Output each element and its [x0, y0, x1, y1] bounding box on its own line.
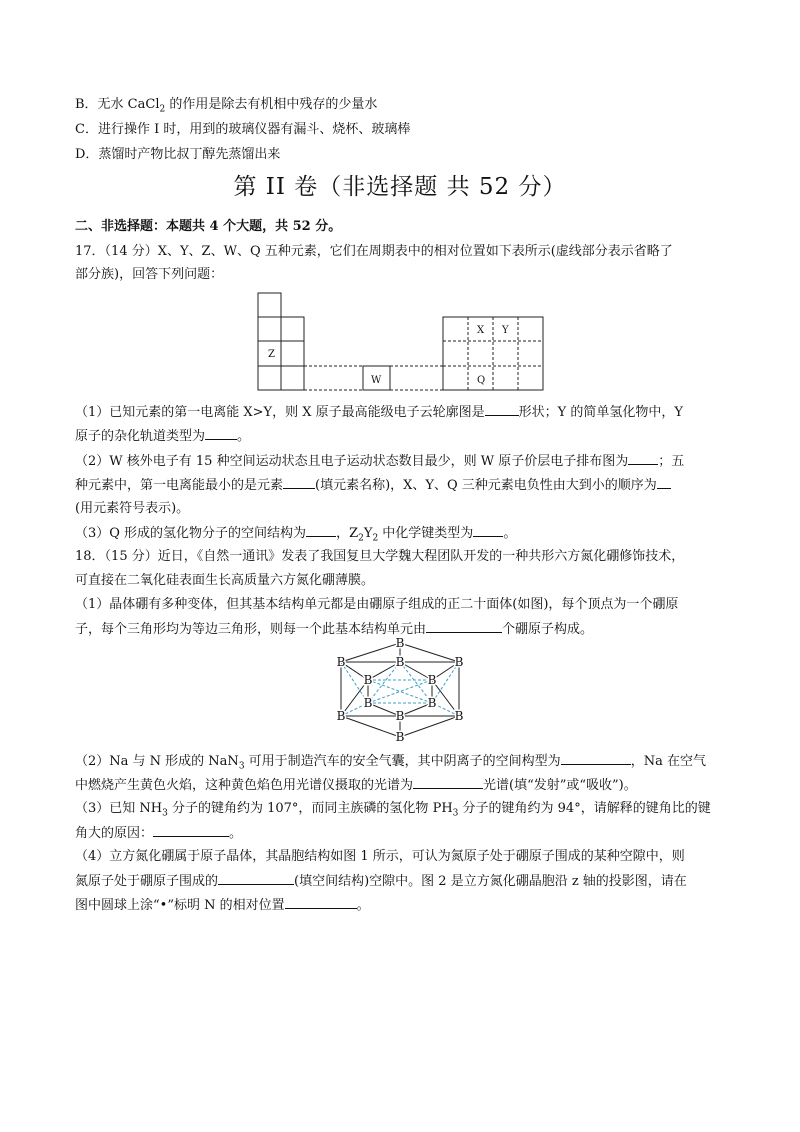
boron-atom-label: B	[454, 709, 464, 723]
q18-p2b-pre: 中燃烧产生黄色火焰，这种黄色焰色用光谱仪摄取的光谱为	[75, 778, 414, 793]
periodic-table-figure	[255, 290, 550, 395]
table-label-w: W	[371, 375, 382, 386]
answer-blank[interactable]	[485, 403, 519, 416]
option-c: C．进行操作 I 时，用到的玻璃仪器有漏斗、烧杯、玻璃棒	[75, 122, 411, 137]
q17-p3-sub2: 2	[372, 533, 379, 544]
boron-atom-label: B	[336, 709, 346, 723]
q17-p3-y: Y	[363, 526, 373, 541]
boron-atom-label: B	[363, 696, 373, 710]
boron-atom-label: B	[395, 709, 405, 723]
q17-part1-line1	[75, 403, 683, 422]
answer-blank[interactable]	[426, 620, 502, 633]
q17-p2a-post: ；五	[658, 454, 685, 469]
q17-p1b-post: 。	[237, 429, 251, 444]
table-label-q: Q	[477, 375, 486, 386]
q18-p3a-pre: （3）已知 NH	[75, 801, 163, 816]
q17-p3-sub1: 2	[358, 533, 364, 544]
answer-blank[interactable]	[283, 476, 315, 489]
option-b-sub: 2	[159, 104, 166, 115]
q18-p2b-post: 光谱(填“发射”或“吸收”)。	[483, 778, 637, 793]
option-b	[75, 96, 377, 114]
table-label-z: Z	[268, 349, 275, 360]
q17-stem-line1: 17．（14 分）X、Y、Z、W、Q 五种元素，它们在周期表中的相对位置如下表所示(虚线部分表示省略了	[75, 244, 673, 259]
q17-p3-pre: （3）Q 形成的氢化物分子的空间结构为	[75, 526, 307, 541]
q18-p3b-pre: 角大的原因：	[75, 826, 154, 841]
q17-p2b-post: (填元素名称)，X、Y、Q 三种元素电负性由大到小的顺序为	[315, 478, 657, 493]
q18-part4-line3	[75, 896, 370, 915]
answer-blank[interactable]	[205, 427, 237, 440]
q17-part1-line2	[75, 427, 250, 446]
q18-p2a-pre: （2）Na 与 N 形成的 NaN	[75, 754, 239, 769]
q17-p1b-pre: 原子的杂化轨道类型为	[75, 429, 206, 444]
q18-part4-line1: （4）立方氮化硼属于原子晶体，其晶胞结构如图 1 所示，可认为氮原子处于硼原子围成的某种空隙中，则	[75, 849, 685, 864]
part-heading: 二、非选择题：本题共 4 个大题，共 52 分。	[75, 219, 342, 234]
q17-stem-line2: 部分族)，回答下列问题：	[75, 267, 224, 282]
q17-part2-line3: (用元素符号表示)。	[75, 501, 190, 516]
q18-part1-line1: （1）晶体硼有多种变体，但其基本结构单元都是由硼原子组成的正二十面体(如图)，每个顶点为一个硼原	[75, 597, 679, 612]
option-b-post: 的作用是除去有机相中残存的少量水	[165, 97, 378, 112]
boron-atom-label: B	[395, 730, 405, 744]
q18-p1b-pre: 子，每个三角形均为等边三角形，则每一个此基本结构单元由	[75, 622, 427, 637]
bond-line	[341, 716, 400, 737]
q18-part2-line1	[75, 752, 706, 771]
answer-blank[interactable]	[306, 524, 336, 537]
q17-p1a-pre: （1）已知元素的第一电离能 X>Y，则 X 原子最高能级电子云轮廓图是	[75, 405, 485, 420]
boron-atom-label: B	[427, 696, 437, 710]
bond-line	[341, 643, 400, 662]
q18-part2-line2	[75, 776, 637, 795]
answer-blank[interactable]	[473, 524, 503, 537]
q17-p3-mid-pre: ，Z	[336, 526, 359, 541]
bond-line	[400, 643, 459, 662]
answer-blank[interactable]	[657, 476, 671, 489]
answer-blank[interactable]	[413, 776, 483, 789]
q18-p2a-mid: 可用于制造汽车的安全气囊，其中阴离子的空间构型为	[244, 754, 561, 769]
boron-atom-label: B	[454, 655, 464, 669]
q17-part3	[75, 524, 516, 543]
answer-blank[interactable]	[561, 752, 631, 765]
q17-part2-line1	[75, 452, 684, 471]
q17-p2a-pre: （2）W 核外电子有 15 种空间运动状态且电子运动状态数目最少，则 W 原子价层电子排布图为	[75, 454, 629, 469]
answer-blank[interactable]	[153, 824, 229, 837]
q18-p3a-mid1: 分子的键角约为 107°，而同主族磷的氢化物 PH	[167, 801, 453, 816]
answer-blank[interactable]	[218, 872, 294, 885]
q18-p3a-sub1: 3	[162, 808, 168, 819]
q18-p2a-post: ，Na 在空气	[630, 754, 706, 769]
section-title: 第 II 卷（非选择题 共 52 分）	[233, 174, 567, 200]
q18-p4b-pre: 氮原子处于硼原子围成的	[75, 874, 219, 889]
q18-stem-line1: 18．（15 分）近日，《自然一通讯》发表了我国复旦大学魏大程团队开发的一种共形六方氮化硼修饰技术，	[75, 549, 685, 564]
q18-part3-line2	[75, 824, 242, 843]
boron-atom-label: B	[336, 655, 346, 669]
q18-p3b-post: 。	[229, 826, 243, 841]
q18-stem-line2: 可直接在二氧化硅表面生长高质量六方氮化硼薄膜。	[75, 573, 375, 588]
q18-part3-line1	[75, 800, 711, 818]
q17-p1a-post: 形状；Y 的简单氢化物中，Y	[518, 405, 683, 420]
q18-p3a-post: 分子的键角约为 94°，请解释的键角比的键	[458, 801, 711, 816]
boron-atom-label: B	[395, 655, 405, 669]
answer-blank[interactable]	[628, 452, 658, 465]
q17-p3-mid-post: 中化学键类型为	[378, 526, 474, 541]
boron-atom-label: B	[427, 673, 437, 687]
option-d: D．蒸馏时产物比叔丁醇先蒸馏出来	[75, 147, 281, 162]
q17-part2-line2	[75, 476, 671, 495]
option-b-pre: B．无水 CaCl	[75, 97, 160, 112]
q18-p1b-post: 个硼原子构成。	[502, 622, 594, 637]
boron-icosahedron-figure	[330, 636, 470, 744]
q17-p3-post: 。	[503, 526, 517, 541]
q18-p3a-sub2: 3	[452, 808, 459, 819]
bond-line	[400, 716, 459, 737]
answer-blank[interactable]	[285, 896, 357, 909]
boron-atom-label: B	[363, 673, 373, 687]
table-label-y: Y	[502, 325, 509, 336]
q18-p4c-pre: 图中圆球上涂“•”标明 N 的相对位置	[75, 898, 285, 913]
q18-p2a-sub: 3	[238, 761, 245, 772]
q18-p4b-post: (填空间结构)空隙中。图 2 是立方氮化硼晶胞沿 z 轴的投影图，请在	[294, 874, 687, 889]
boron-atom-label: B	[395, 636, 405, 650]
table-label-x: X	[477, 325, 485, 336]
q17-p2b-pre: 种元素中，第一电离能最小的是元素	[75, 478, 284, 493]
q18-p4c-post: 。	[356, 898, 370, 913]
q18-part4-line2	[75, 872, 687, 891]
